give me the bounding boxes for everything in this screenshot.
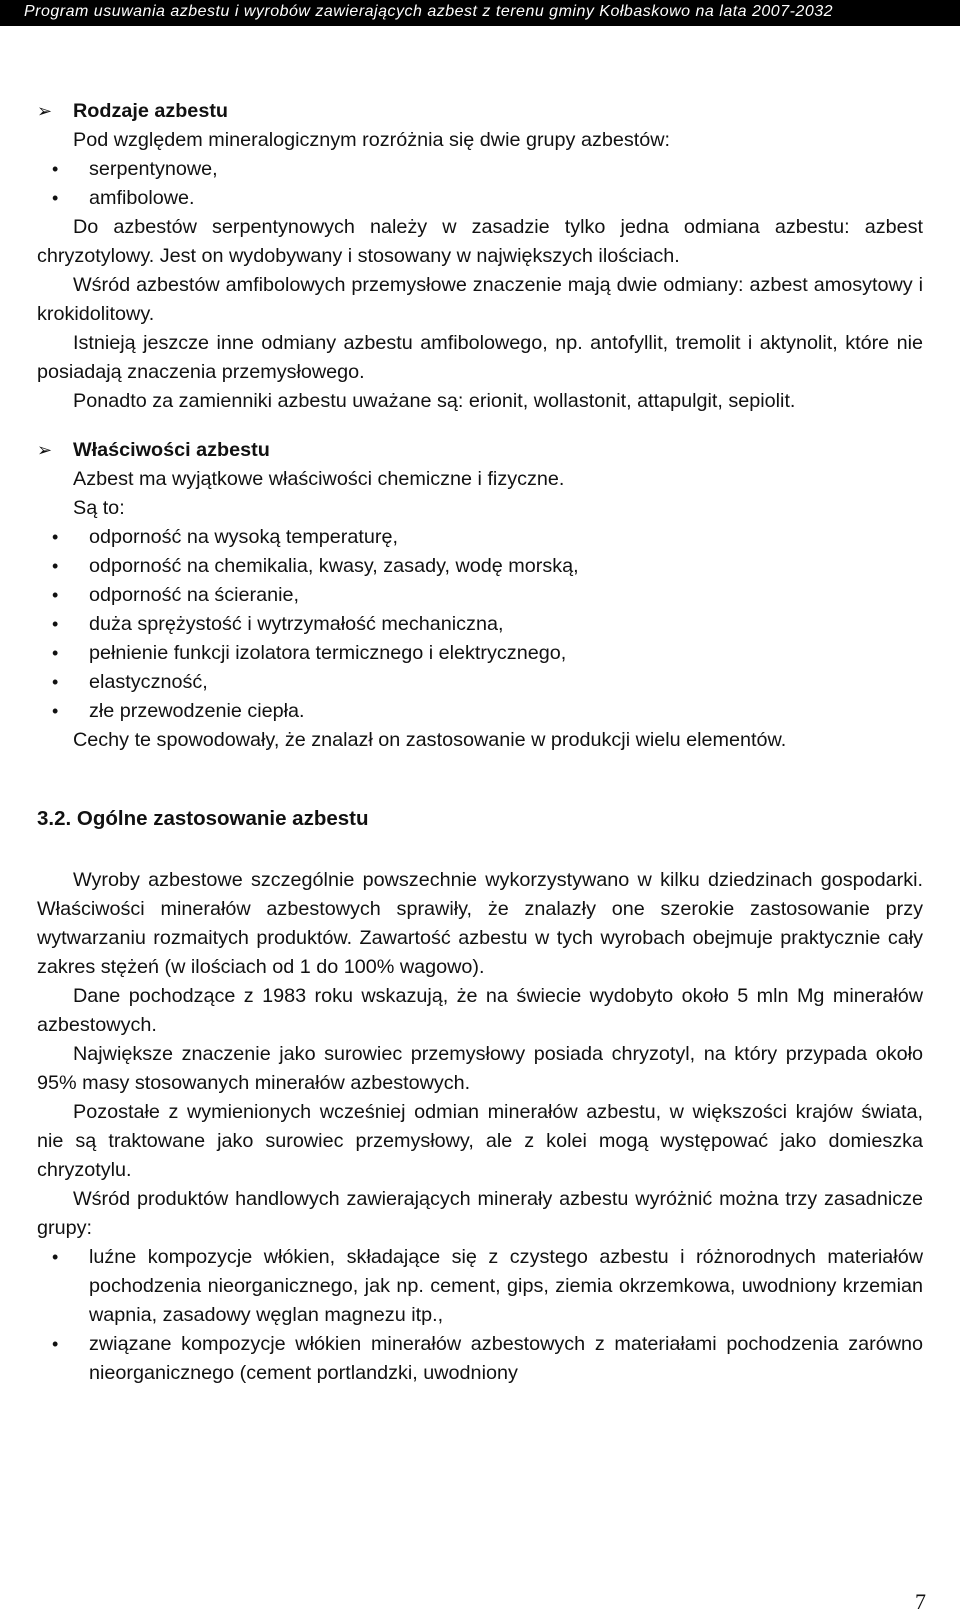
list-item [37,610,923,639]
heading-text: Właściwości azbestu [73,439,270,461]
section-title: 3.2. Ogólne zastosowanie azbestu [37,807,369,830]
header-title: Program usuwania azbestu i wyrobów zawierających azbest z terenu gminy Kołbaskowo na lata 2007-2032 [24,3,834,20]
spacer [37,416,923,436]
list-item [37,523,923,552]
list-item [37,155,923,184]
list-item-text: amfibolowe. [89,187,195,209]
list-item [37,697,923,726]
list-item [37,552,923,581]
bullet-icon: • [52,1247,59,1267]
bullet-list-grupy-produktow [37,1243,923,1388]
arrow-bullet-icon: ➢ [37,440,53,460]
list-item-text: elastyczność, [89,671,208,693]
paragraph: Cechy te spowodowały, że znalazł on zastosowanie w produkcji wielu elementów. [73,729,787,751]
bullet-icon: • [52,672,59,692]
arrow-bullet-icon: ➢ [37,101,53,121]
list-item-text: odporność na ścieranie, [89,584,300,606]
bullet-icon: • [52,614,59,634]
list-item [37,1243,923,1330]
paragraph: Wyroby azbestowe szczególnie powszechnie wykorzystywano w kilku dziedzinach gospodarki. Właściwości minerałów azbestowych sprawiły, że znalazły one szerokie zastosowanie przy wytwarzaniu rozmaitych produktów. Zawartość azbestu w tych wyrobach obejmuje praktycznie cały zakres stężeń (w ilościach od 1 do 100% wagowo). [37,869,923,978]
page-header [0,0,960,26]
list-item [37,639,923,668]
bullet-icon: • [52,585,59,605]
bullet-list-wlasciwosci [37,523,923,726]
section-heading-rodzaje [37,97,923,126]
paragraph: Największe znaczenie jako surowiec przemysłowy posiada chryzotyl, na który przypada około 95% masy stosowanych minerałów azbestowych. [37,1043,923,1094]
bullet-icon: • [52,159,59,179]
paragraph: Wśród azbestów amfibolowych przemysłowe znaczenie mają dwie odmiany: azbest amosytowy i krokidolitowy. [37,274,923,325]
list-item-text: odporność na wysoką temperaturę, [89,526,398,548]
list-item-text: duża sprężystość i wytrzymałość mechaniczna, [89,613,504,635]
paragraph: Istnieją jeszcze inne odmiany azbestu amfibolowego, np. antofyllit, tremolit i aktynolit, które nie posiadają znaczenia przemysłowego. [37,332,923,383]
paragraph: Dane pochodzące z 1983 roku wskazują, że na świecie wydobyto około 5 mln Mg minerałów azbestowych. [37,985,923,1036]
spacer [37,833,923,866]
list-item [37,581,923,610]
section-heading-wlasciwosci [37,436,923,465]
paragraph: Do azbestów serpentynowych należy w zasadzie tylko jedna odmiana azbestu: azbest chryzotylowy. Jest on wydobywany i stosowany w największych ilościach. [37,216,923,267]
paragraph: Wśród produktów handlowych zawierających minerały azbestu wyróżnić można trzy zasadnicze grupy: [37,1188,923,1239]
paragraph: Azbest ma wyjątkowe właściwości chemiczne i fizyczne. [73,468,565,490]
list-item-text: odporność na chemikalia, kwasy, zasady, wodę morską, [89,555,579,577]
paragraph: Pod względem mineralogicznym rozróżnia się dwie grupy azbestów: [73,129,671,151]
list-item [37,184,923,213]
paragraph: Ponadto za zamienniki azbestu uważane są: erionit, wollastonit, attapulgit, sepiolit. [73,390,796,412]
list-item [37,668,923,697]
bullet-icon: • [52,556,59,576]
paragraph: Pozostałe z wymienionych wcześniej odmian minerałów azbestu, w większości krajów świata, nie są traktowane jako surowiec przemysłowy, ale z kolei mogą występować jako domieszka chryzotylu. [37,1101,923,1181]
list-item-text: związane kompozycje włókien minerałów azbestowych z materiałami pochodzenia zarówno nieorganicznego (cement portlandzki, uwodniony [89,1333,923,1384]
page-number: 7 [915,1589,926,1614]
document-body [37,97,923,1388]
bullet-icon: • [52,643,59,663]
bullet-icon: • [52,1334,59,1354]
list-item [37,1330,923,1388]
heading-text: Rodzaje azbestu [73,100,228,122]
bullet-icon: • [52,188,59,208]
list-item-text: złe przewodzenie ciepła. [89,700,305,722]
spacer [37,755,923,804]
list-item-text: serpentynowe, [89,158,218,180]
bullet-icon: • [52,527,59,547]
list-item-text: pełnienie funkcji izolatora termicznego i elektrycznego, [89,642,567,664]
bullet-list-grupy [37,155,923,213]
bullet-icon: • [52,701,59,721]
paragraph: Są to: [73,497,125,519]
list-item-text: luźne kompozycje włókien, składające się z czystego azbestu i różnorodnych materiałów pochodzenia nieorganicznego, jak np. cement, gips, ziemia okrzemkowa, uwodniony krzemian wapnia, zasadowy węglan magnezu itp., [89,1246,923,1326]
